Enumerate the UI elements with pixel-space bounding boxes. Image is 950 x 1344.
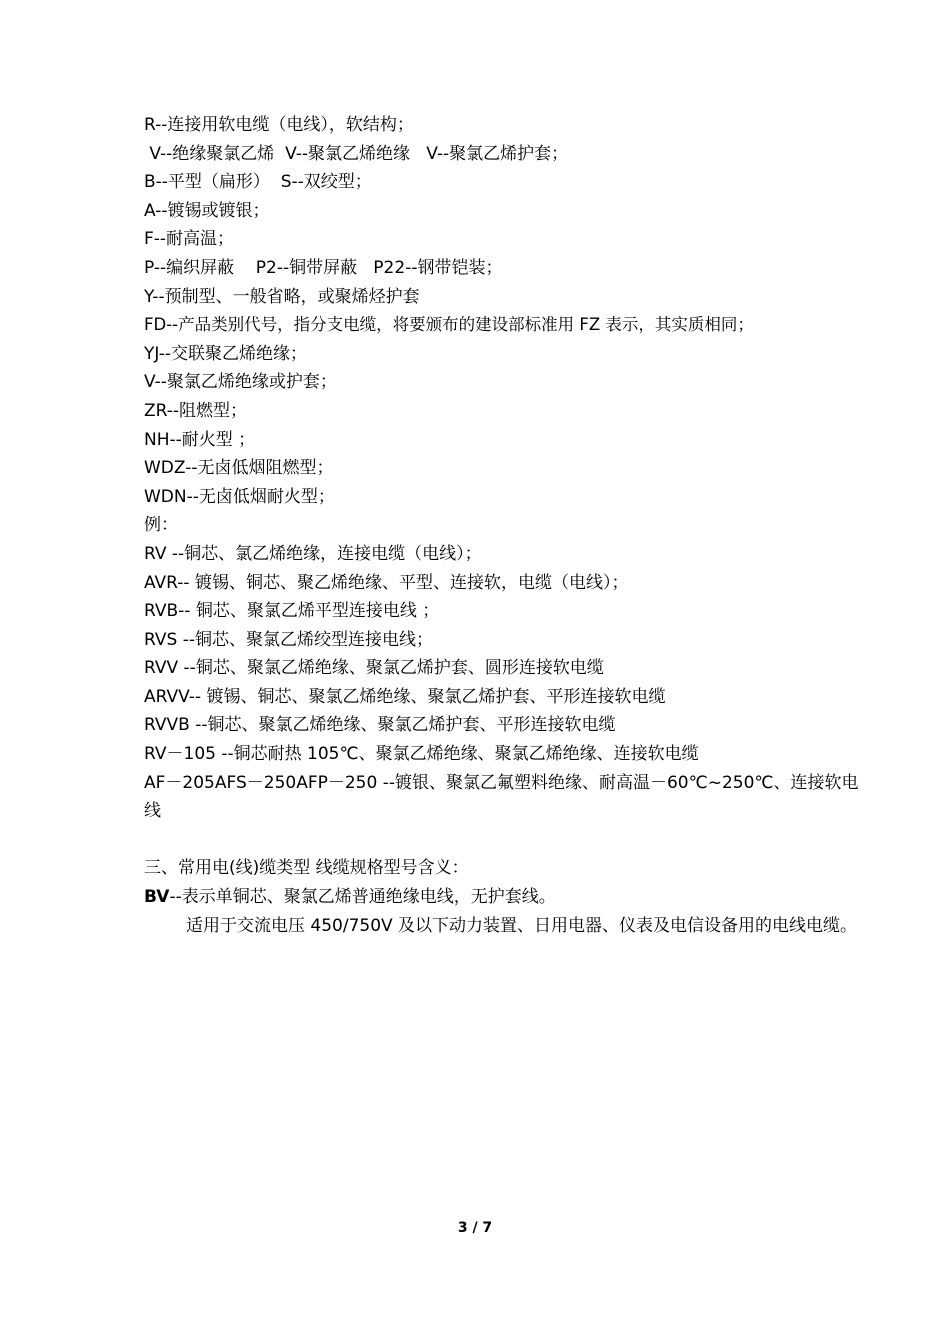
text-line: YJ--交联聚乙烯绝缘； bbox=[144, 343, 308, 364]
bv-usage-paragraph: 适用于交流电压 450/750V 及以下动力装置、日用电器、仪表及电信设备用的电线电缆。 bbox=[186, 915, 858, 936]
bv-code: BV bbox=[144, 887, 170, 908]
bv-definition bbox=[144, 883, 872, 912]
text-line: V--聚氯乙烯绝缘或护套； bbox=[144, 372, 337, 393]
section-heading: 三、常用电(线)缆类型 线缆规格型号含义： bbox=[144, 858, 469, 879]
text-line: B--平型（扁形） S--双绞型； bbox=[144, 172, 372, 193]
example-line: ARVV-- 镀锡、铜芯、聚氯乙烯绝缘、聚氯乙烯护套、平形连接软电缆 bbox=[144, 686, 666, 707]
example-line: RV－105 --铜芯耐热 105℃、聚氯乙烯绝缘、聚氯乙烯绝缘、连接软电缆 bbox=[144, 744, 699, 765]
example-line: RVB-- 铜芯、聚氯乙烯平型连接电线 ； bbox=[144, 601, 440, 622]
example-line: RVV --铜芯、聚氯乙烯绝缘、聚氯乙烯护套、圆形连接软电缆 bbox=[144, 658, 604, 679]
text-line: WDZ--无卤低烟阻燃型； bbox=[144, 458, 334, 479]
example-label: 例： bbox=[144, 515, 178, 536]
text-line: ZR--阻燃型； bbox=[144, 400, 248, 421]
example-line: RVVB --铜芯、聚氯乙烯绝缘、聚氯乙烯护套、平形连接软电缆 bbox=[144, 715, 616, 736]
text-line: A--镀锡或镀银； bbox=[144, 200, 270, 221]
text-line: FD--产品类别代号，指分支电缆，将要颁布的建设部标准用 FZ 表示，其实质相同； bbox=[144, 315, 754, 335]
example-line: RV --铜芯、氯乙烯绝缘，连接电缆（电线）； bbox=[144, 543, 482, 564]
bv-description: --表示单铜芯、聚氯乙烯普通绝缘电线，无护套线。 bbox=[169, 887, 556, 908]
text-line: Y--预制型、一般省略，或聚烯烃护套 bbox=[144, 286, 420, 307]
text-line: R--连接用软电缆（电线），软结构； bbox=[144, 115, 414, 135]
example-line: RVS --铜芯、聚氯乙烯绞型连接电线； bbox=[144, 629, 433, 650]
text-line: WDN--无卤低烟耐火型； bbox=[144, 486, 335, 507]
example-line-wrapped: AF－205AFS－250AFP－250 --镀银、聚氯乙氟塑料绝缘、耐高温－60℃~250℃、连接软电线 bbox=[144, 772, 859, 822]
text-line: V--绝缘聚氯乙烯 V--聚氯乙烯绝缘 V--聚氯乙烯护套； bbox=[144, 143, 569, 164]
paragraph-gap bbox=[144, 826, 872, 855]
text-line: P--编织屏蔽 P2--铜带屏蔽 P22--钢带铠装； bbox=[144, 257, 503, 278]
page-number: 3 / 7 bbox=[457, 1220, 493, 1236]
text-line: NH--耐火型 ； bbox=[144, 429, 256, 450]
page-content bbox=[144, 111, 872, 940]
example-line: AVR-- 镀锡、铜芯、聚乙烯绝缘、平型、连接软，电缆（电线）； bbox=[144, 572, 629, 593]
text-line: F--耐高温； bbox=[144, 229, 235, 250]
